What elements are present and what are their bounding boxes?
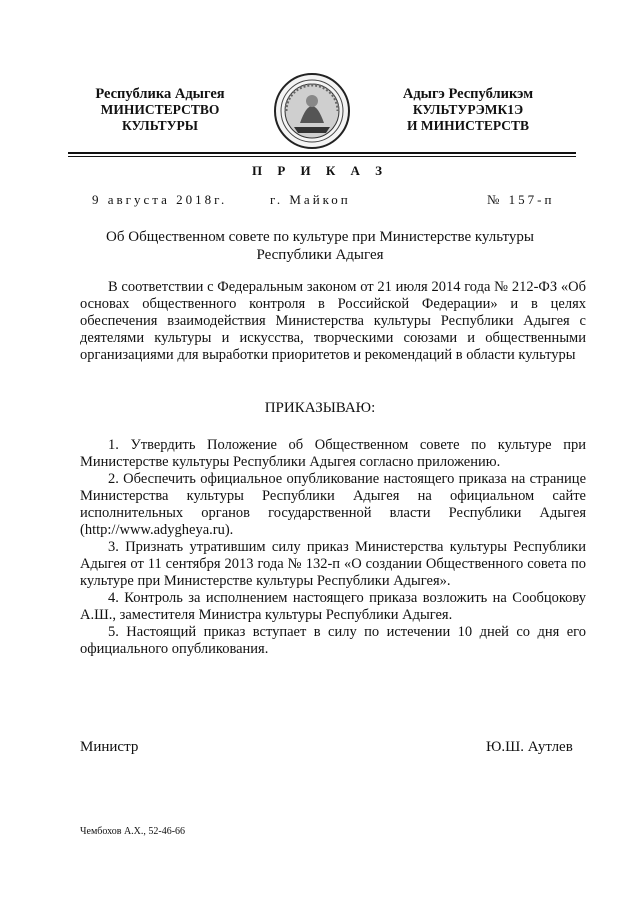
header-left-block [60, 86, 260, 134]
header-divider-thick [68, 152, 576, 154]
header-right-line1: Адыгэ Республикэм [402, 86, 534, 102]
order-items [80, 437, 586, 658]
document-type-title: П Р И К А З [251, 163, 389, 178]
preamble-paragraph: В соответствии с Федеральным законом от 21 июля 2014 года № 212-ФЗ «Об основах общественного контроля в Российской Федерации» и в целях обеспечения взаимодействия Министерства культуры Республики Адыгея с деятелями культуры и искусства, творческими союзами и общественными организациями для выработки приоритетов и рекомендаций в области культуры [80, 279, 586, 363]
header-right-line3: И МИНИСТЕРСТВ [406, 118, 530, 133]
header-divider-thin [68, 156, 576, 157]
order-item: 4. Контроль за исполнением настоящего приказа возложить на Сообцокову А.Ш., заместителя Министра культуры Республики Адыгея. [80, 590, 586, 623]
header-left-line3: КУЛЬТУРЫ [121, 118, 199, 133]
document-number: № 157-п [487, 192, 555, 207]
header-right-block [368, 86, 568, 134]
header-right-line2: КУЛЬТУРЭМК1Э [412, 102, 524, 117]
header-left-line2: МИНИСТЕРСТВО [100, 102, 220, 117]
order-item: 5. Настоящий приказ вступает в силу по истечении 10 дней со дня его официального опубликования. [80, 624, 586, 657]
coat-of-arms-icon [272, 71, 352, 151]
subject-line1: Об Общественном совете по культуре при Министерстве культуры [106, 229, 534, 245]
header-left-line1: Республика Адыгея [95, 86, 225, 102]
signatory-title: Министр [80, 739, 139, 755]
document-date: 9 августа 2018г. [92, 192, 228, 207]
executor-footnote: Чембохов А.Х., 52-46-66 [80, 826, 186, 837]
signatory-name: Ю.Ш. Аутлев [486, 739, 573, 755]
order-item: 3. Признать утратившим силу приказ Министерства культуры Республики Адыгея от 11 сентября 2013 года № 132-п «О создании Общественного совета по культуре при Министерстве культуры Республики Адыгея». [80, 539, 586, 589]
document-subject [100, 228, 540, 264]
order-item: 2. Обеспечить официальное опубликование настоящего приказа на странице Министерства культуры Республики Адыгея на официальном сайте исполнительных органов государственной власти Республики Адыгея (http://www.adygheya.ru). [80, 471, 586, 538]
order-word: ПРИКАЗЫВАЮ: [264, 400, 376, 416]
subject-line2: Республики Адыгея [256, 247, 384, 263]
order-item: 1. Утвердить Положение об Общественном совете по культуре при Министерстве культуры Республики Адыгея согласно приложению. [80, 437, 586, 470]
document-city: г. Майкоп [270, 192, 351, 207]
